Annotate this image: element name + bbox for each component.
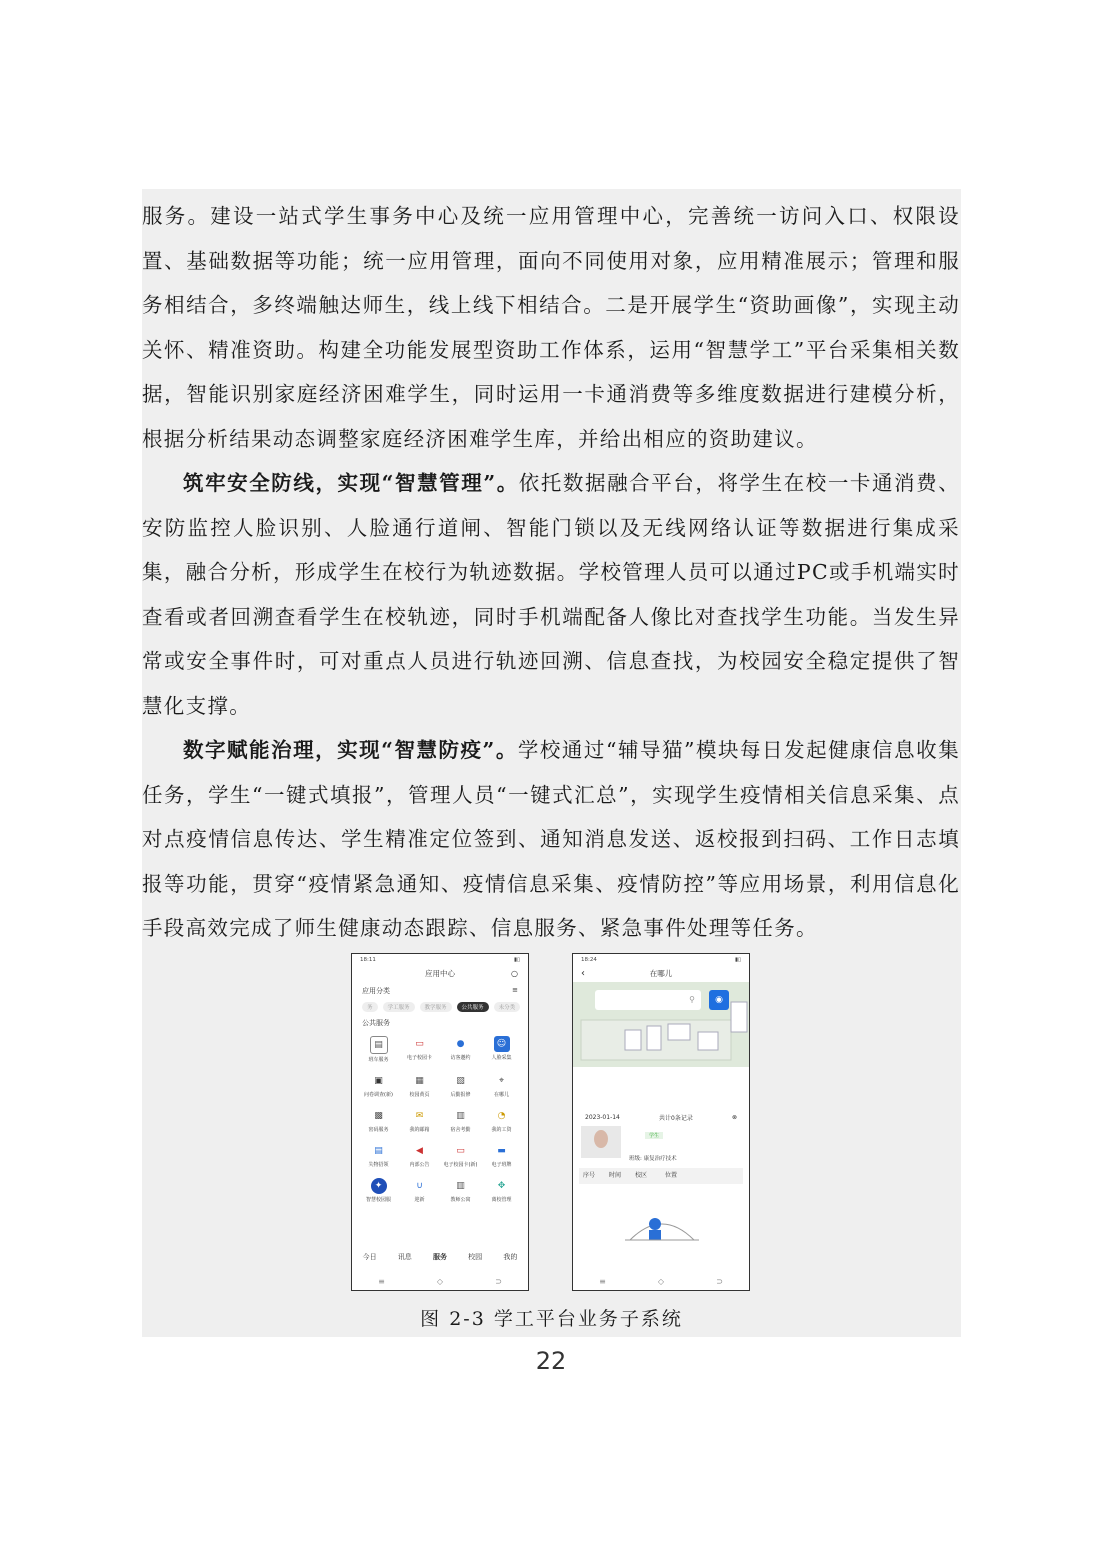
face-icon: ☺ — [494, 1036, 510, 1052]
app-tile[interactable]: ◀ 内部公告 — [399, 1143, 440, 1169]
repair-icon: ▧ — [456, 1075, 465, 1086]
paragraph-1: 服务。建设一站式学生事务中心及统一应用管理中心，完善统一访问入口、权限设置、基础数据等功能；统一应用管理，面向不同使用对象，应用精准展示；管理和服务相结合，多终端触达师生，线上线下相结合。二是开展学生“资助画像”，实现主动关怀、精准资助。构建全功能发展型资助工作体系，运用“智慧学工”平台采集相关数据，智能识别家庭经济困难学生，同时运用一卡通消费等多维度数据进行建模分析，根据分析结果动态调整家庭经济困难学生库，并给出相应的资助建议。 — [142, 204, 960, 451]
chip[interactable]: 务 — [362, 1002, 378, 1012]
paragraph-3: 数字赋能治理，实现“智慧防疫”。学校通过“辅导猫”模块每日发起健康信息收集任务，学生“一键式填报”，管理人员“一键式汇总”，实现学生疫情相关信息采集、点对点疫情信息传达、学生精准定位签到、通知消息发送、返校报到扫码、工作日志填报等功能，贯穿“疫情紧急通知、疫情信息采集、疫情防控”等应用场景，利用信息化手段高效完成了师生健康动态跟踪、信息服务、紧急事件处理等任务。 — [142, 738, 960, 940]
app-center-title: 应用中心 — [425, 969, 455, 978]
tab-today[interactable]: 今日 — [362, 1253, 377, 1261]
app-tile[interactable]: ✉ 我的邮箱 — [399, 1108, 440, 1134]
app-tile[interactable]: ▦ 校园黄页 — [399, 1073, 440, 1099]
class-board-icon: ▬ — [497, 1145, 506, 1156]
app-tile[interactable]: ⌖ 在哪儿 — [481, 1073, 522, 1099]
status-bar: 18:24 ▮▯ — [581, 957, 741, 963]
app-tile[interactable]: ▬ 电子班牌 — [481, 1143, 522, 1169]
category-chips — [352, 1000, 528, 1014]
leave-school-icon: ✥ — [497, 1180, 506, 1191]
system-nav-bar — [352, 1277, 528, 1286]
app-tile[interactable]: ▧ 后勤报修 — [440, 1073, 481, 1099]
record-bar — [577, 1110, 745, 1124]
bus-icon: ▤ — [370, 1036, 388, 1054]
close-icon[interactable]: ⊗ — [731, 1113, 737, 1121]
page-number: 22 — [535, 1347, 567, 1375]
student-photo — [581, 1126, 621, 1158]
category-header: 应用分类 ≡ — [362, 986, 518, 995]
chip[interactable]: 学工服务 — [383, 1002, 415, 1012]
apartment-icon: ▥ — [456, 1180, 465, 1191]
app-tile[interactable]: ∪ 迎新 — [399, 1178, 440, 1204]
password-icon: ▩ — [374, 1110, 383, 1121]
back-arrow-icon[interactable]: ‹ — [581, 968, 585, 979]
col-campus: 校区 — [635, 1172, 648, 1179]
back-nav-icon[interactable]: ⊃ — [716, 1277, 723, 1286]
back-nav-icon[interactable]: ⊃ — [495, 1277, 502, 1286]
record-table-header — [579, 1168, 743, 1184]
phone-screenshot-where — [572, 953, 750, 1291]
menu-icon[interactable]: ≡ — [512, 986, 518, 994]
announcement-icon: ◀ — [416, 1145, 423, 1156]
where-title: 在哪儿 — [649, 969, 673, 978]
lost-found-icon: ▤ — [374, 1145, 383, 1156]
system-nav-bar — [573, 1277, 749, 1286]
paragraph-2-heading: 筑牢安全防线，实现“智慧管理”。 — [183, 471, 519, 495]
search-input[interactable] — [595, 990, 701, 1010]
col-time: 时间 — [609, 1172, 622, 1179]
salary-icon: ◔ — [497, 1110, 506, 1121]
app-tile[interactable]: ▭ 电子校园卡(新) — [440, 1143, 481, 1169]
empty-state-illustration — [625, 1212, 699, 1244]
student-tag: 学生 — [645, 1132, 663, 1139]
tab-messages[interactable]: 讯息 — [397, 1253, 412, 1261]
search-icon[interactable]: ○ — [511, 969, 518, 978]
col-location: 位置 — [665, 1172, 678, 1179]
app-tile[interactable]: ◔ 我的工资 — [481, 1108, 522, 1134]
paragraph-3-heading: 数字赋能治理，实现“智慧防疫”。 — [183, 738, 518, 762]
status-bar: 18:11 ▮▯ — [360, 957, 520, 963]
paragraph-2: 筑牢安全防线，实现“智慧管理”。依托数据融合平台，将学生在校一卡通消费、安防监控人脸识别、人脸通行道闸、智能门锁以及无线网络认证等数据进行集成采集，融合分析，形成学生在校行为轨迹数据。学校管理人员可以通过PC或手机端实时查看或者回溯查看学生在校轨迹，同时手机端配备人像比对查找学生功能。当发生异常或安全事件时，可对重点人员进行轨迹回溯、信息查找，为校园安全稳定提供了智慧化支撑。 — [142, 471, 960, 718]
menu-nav-icon[interactable]: ≡ — [599, 1277, 606, 1286]
col-index: 序号 — [583, 1172, 596, 1179]
where-header — [573, 966, 749, 982]
attendance-icon: ▥ — [456, 1110, 465, 1121]
menu-nav-icon[interactable]: ≡ — [378, 1277, 385, 1286]
phonebook-icon: ▦ — [415, 1075, 424, 1086]
app-tile[interactable]: ▤ 失物招领 — [358, 1143, 399, 1169]
home-nav-icon[interactable]: ◇ — [657, 1277, 665, 1286]
avatar — [594, 1130, 608, 1148]
figure-caption: 图 2-3 学工平台业务子系统 — [420, 1308, 683, 1330]
phone-screenshot-app-center — [351, 953, 529, 1291]
tab-mine[interactable]: 我的 — [503, 1253, 518, 1261]
record-count: 共计0条记录 — [659, 1114, 693, 1122]
app-tile[interactable]: ▥ 宿舍考勤 — [440, 1108, 481, 1134]
date-label[interactable]: 2023-01-14 — [585, 1113, 620, 1121]
tab-services[interactable]: 服务 — [432, 1253, 447, 1261]
welcome-icon: ∪ — [416, 1180, 423, 1191]
survey-icon: ▣ — [374, 1075, 383, 1086]
app-tile[interactable]: ▥ 教师公寓 — [440, 1178, 481, 1204]
chip[interactable]: 未分类 — [494, 1002, 521, 1012]
search-icon: ⚲ — [689, 995, 695, 1004]
mailbox-icon: ✉ — [415, 1110, 424, 1121]
app-tile[interactable]: ☺ 人脸采集 — [481, 1036, 522, 1064]
camera-icon: ◉ — [715, 995, 723, 1005]
chip[interactable]: 教学服务 — [420, 1002, 452, 1012]
app-tile[interactable]: ▣ 问卷调查(新) — [358, 1073, 399, 1099]
app-tile[interactable]: ▩ 密码服务 — [358, 1108, 399, 1134]
tab-campus[interactable]: 校园 — [468, 1253, 483, 1261]
home-nav-icon[interactable]: ◇ — [436, 1277, 444, 1286]
empty-state-graphic — [625, 1212, 699, 1244]
campus-service-icon: ✦ — [371, 1178, 387, 1194]
visitor-icon: ● — [456, 1038, 465, 1049]
group-title: 公共服务 — [362, 1019, 390, 1027]
camera-button[interactable] — [709, 990, 729, 1010]
body-text — [142, 194, 960, 951]
app-tile[interactable]: ✥ 离校管理 — [481, 1178, 522, 1204]
card-icon: ▭ — [415, 1038, 424, 1049]
card-new-icon: ▭ — [456, 1145, 465, 1156]
class-info: 班级: 康复治疗技术 — [629, 1156, 677, 1162]
app-tile[interactable]: ● 访客邀约 — [440, 1036, 481, 1064]
location-icon: ⌖ — [498, 1075, 505, 1086]
bottom-tab-bar — [352, 1252, 528, 1262]
app-grid — [352, 1032, 528, 1208]
app-tile[interactable]: ▭ 电子校园卡 — [399, 1036, 440, 1064]
app-center-header — [352, 966, 528, 982]
chip-active[interactable]: 公共服务 — [457, 1002, 489, 1012]
app-tile[interactable]: ✦ 智慧校园服 — [358, 1178, 399, 1204]
app-tile[interactable]: ▤ 班车服务 — [358, 1036, 399, 1064]
